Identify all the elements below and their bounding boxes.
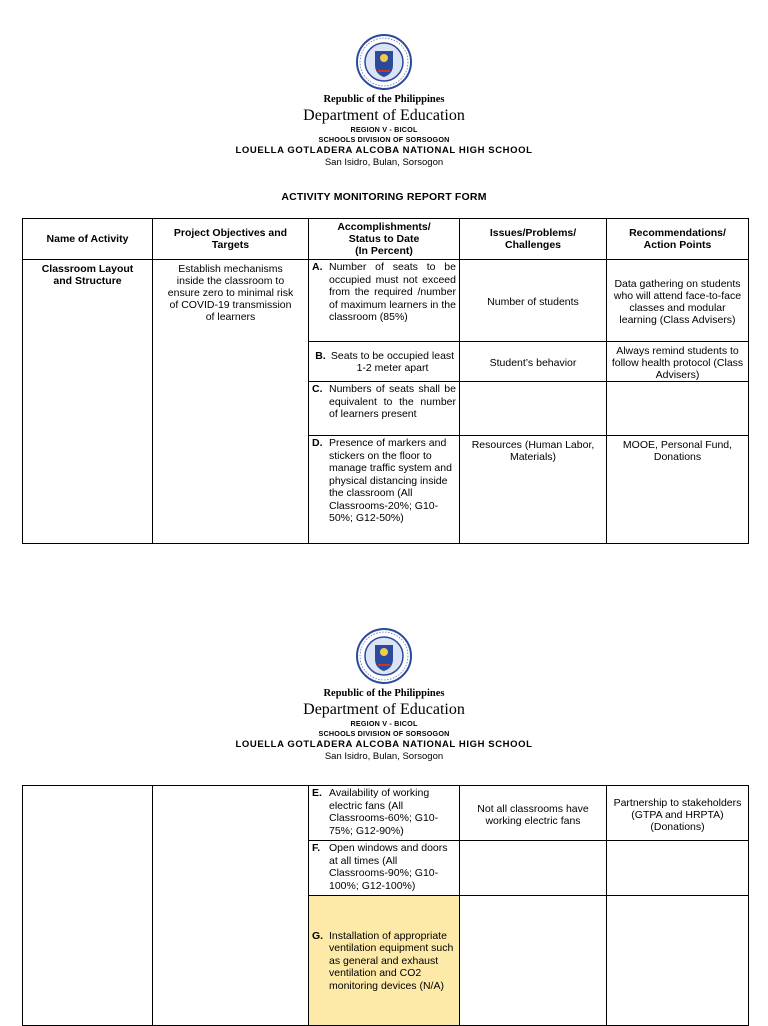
letterhead [0,33,768,168]
letterhead-page2 [0,627,768,762]
school-name: LOUELLA GOTLADERA ALCOBA NATIONAL HIGH SCHOOL [235,145,533,156]
activity-name-cell [23,786,153,1026]
monitoring-table-page1 [22,218,749,544]
objective-cell [153,786,309,1026]
monitoring-table-page2 [22,785,749,1026]
recommendation-cell [607,841,749,896]
region-line: REGION V - BICOL [350,719,418,728]
deped-seal-icon [355,627,413,685]
table-header-row [23,219,749,260]
region-line: REGION V - BICOL [350,125,418,134]
division-line: SCHOOLS DIVISION OF SORSOGON [318,729,450,738]
issue-cell [460,382,607,436]
deped-seal-icon [355,33,413,91]
issue-cell: Not all classrooms have working electric fans [460,786,607,841]
accomplishment-cell-highlighted: G. Installation of appropriate ventilation equipment such as general and exhaust ventilation and CO2 monitoring devices (N/A) [309,896,460,1026]
accomplishment-cell: B. Seats to be occupied least 1-2 meter apart [309,342,460,382]
col-header-name-of-activity: Name of Activity [23,219,153,260]
col-header-accomplishments: Accomplishments/ Status to Date (In Percent) [309,219,460,260]
recommendation-cell: MOOE, Personal Fund, Donations [607,436,749,544]
accomplishment-cell: E. Availability of working electric fans (All Classrooms-60%; G10-75%; G12-90%) [309,786,460,841]
republic-line: Republic of the Philippines [323,94,445,105]
accomplishment-cell: D. Presence of markers and stickers on the floor to manage traffic system and physical distancing inside the classroom (All Classrooms-20%; G10-50%; G12-50%) [309,436,460,544]
recommendation-cell: Data gathering on students who will attend face-to-face classes and modular learning (Class Advisers) [607,260,749,342]
school-address: San Isidro, Bulan, Sorsogon [324,751,444,762]
issue-cell: Student’s behavior [460,342,607,382]
form-title: ACTIVITY MONITORING REPORT FORM [281,191,487,203]
recommendation-cell [607,896,749,1026]
issue-cell [460,896,607,1026]
table-row [23,260,749,342]
activity-name-cell: Classroom Layout and Structure [23,260,153,544]
recommendation-cell: Partnership to stakeholders (GTPA and HRPTA) (Donations) [607,786,749,841]
accomplishment-cell: A. Number of seats to be occupied must not exceed from the required /number of maximum learners in the classroom (85%) [309,260,460,342]
republic-line: Republic of the Philippines [323,688,445,699]
col-header-objectives: Project Objectives and Targets [153,219,309,260]
school-name: LOUELLA GOTLADERA ALCOBA NATIONAL HIGH SCHOOL [235,739,533,750]
department-name: Department of Education [303,107,465,124]
col-header-recommendations: Recommendations/ Action Points [607,219,749,260]
table-row [23,786,749,841]
issue-cell: Resources (Human Labor, Materials) [460,436,607,544]
department-name: Department of Education [303,701,465,718]
division-line: SCHOOLS DIVISION OF SORSOGON [318,135,450,144]
issue-cell [460,841,607,896]
col-header-issues: Issues/Problems/ Challenges [460,219,607,260]
recommendation-cell: Always remind students to follow health protocol (Class Advisers) [607,342,749,382]
recommendation-cell [607,382,749,436]
accomplishment-cell: C. Numbers of seats shall be equivalent to the number of learners present [309,382,460,436]
objective-cell: Establish mechanisms inside the classroom to ensure zero to minimal risk of COVID-19 transmission of learners [153,260,309,544]
school-address: San Isidro, Bulan, Sorsogon [324,157,444,168]
issue-cell: Number of students [460,260,607,342]
accomplishment-cell: F. Open windows and doors at all times (All Classrooms-90%; G10-100%; G12-100%) [309,841,460,896]
